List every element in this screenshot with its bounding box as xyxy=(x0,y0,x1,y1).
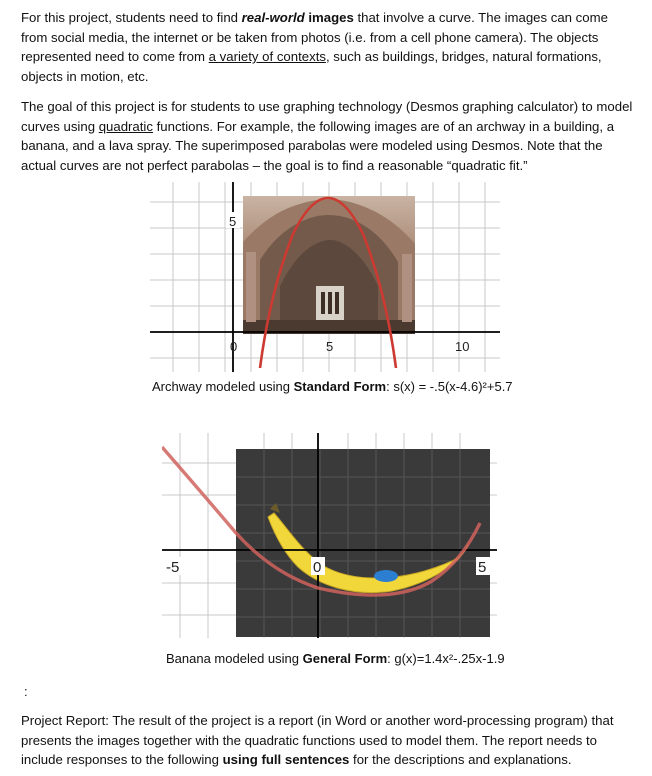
images-bold: images xyxy=(304,10,354,25)
origin-tick-label: 0 xyxy=(230,339,238,354)
x-tick-label-5: 5 xyxy=(326,339,334,354)
variety-of-contexts-underline: a variety of contexts xyxy=(208,49,326,65)
caption-formula: : s(x) = -.5(x-4.6)²+5.7 xyxy=(386,379,513,394)
report-text-2: for the descriptions and explanations. xyxy=(349,752,572,768)
intro-paragraph xyxy=(21,8,633,86)
caption-text: Banana modeled using xyxy=(166,651,303,666)
goal-text: The goal of this project is for students to use graphing technology (Desmos graphing calculator) to model curves using xyxy=(21,99,633,134)
banana-sticker xyxy=(374,570,398,582)
quadratic-underline: quadratic xyxy=(98,118,153,134)
report-paragraph xyxy=(21,711,633,770)
standard-form-bold: Standard Form xyxy=(293,379,387,394)
archway-figure xyxy=(150,182,500,372)
origin-tick-label: 0 xyxy=(313,559,322,576)
banana-photo xyxy=(236,449,490,637)
intro-text-3: , such as buildings, bridges, natural formations, objects in motion, etc. xyxy=(21,49,602,84)
goal-text-2: functions. For example, the following images are of an archway in a building, a banana, and a lava spray. The superimposed parabolas were modeled using Desmos. Note that the actual curves are not perfect parabolas – the goal is to find a reasonable “quadratic fit.” xyxy=(21,118,615,173)
x-tick-label-10: 10 xyxy=(455,339,470,354)
y-tick-label-5: 5 xyxy=(229,214,237,229)
goal-paragraph xyxy=(21,97,633,175)
banana-figure xyxy=(162,433,497,638)
archway-caption xyxy=(152,379,513,395)
report-text: Project Report: The result of the project is a report (in Word or another word-processing program) that presents the images together with the quadratic functions used to model them. The report needs to include responses to the following xyxy=(21,713,614,768)
general-form-bold: General Form xyxy=(302,651,388,666)
caption-formula: : g(x)=1.4x²-.25x-1.9 xyxy=(387,651,505,666)
intro-text: For this project, students need to find xyxy=(21,10,242,25)
real-world-emphasis: real-world xyxy=(241,10,305,25)
caption-text: Archway modeled using xyxy=(152,379,294,394)
banana-caption xyxy=(166,651,505,667)
x-tick-label-neg5: -5 xyxy=(166,559,180,576)
intro-text-2: that involve a curve. The images can come from social media, the internet or be taken from photos (i.e. from a cell phone camera). The objects represented need to come from xyxy=(21,10,608,65)
x-tick-label-5: 5 xyxy=(478,559,487,576)
separator-colon: : xyxy=(24,684,28,699)
full-sentences-bold: using full sentences xyxy=(222,752,350,768)
